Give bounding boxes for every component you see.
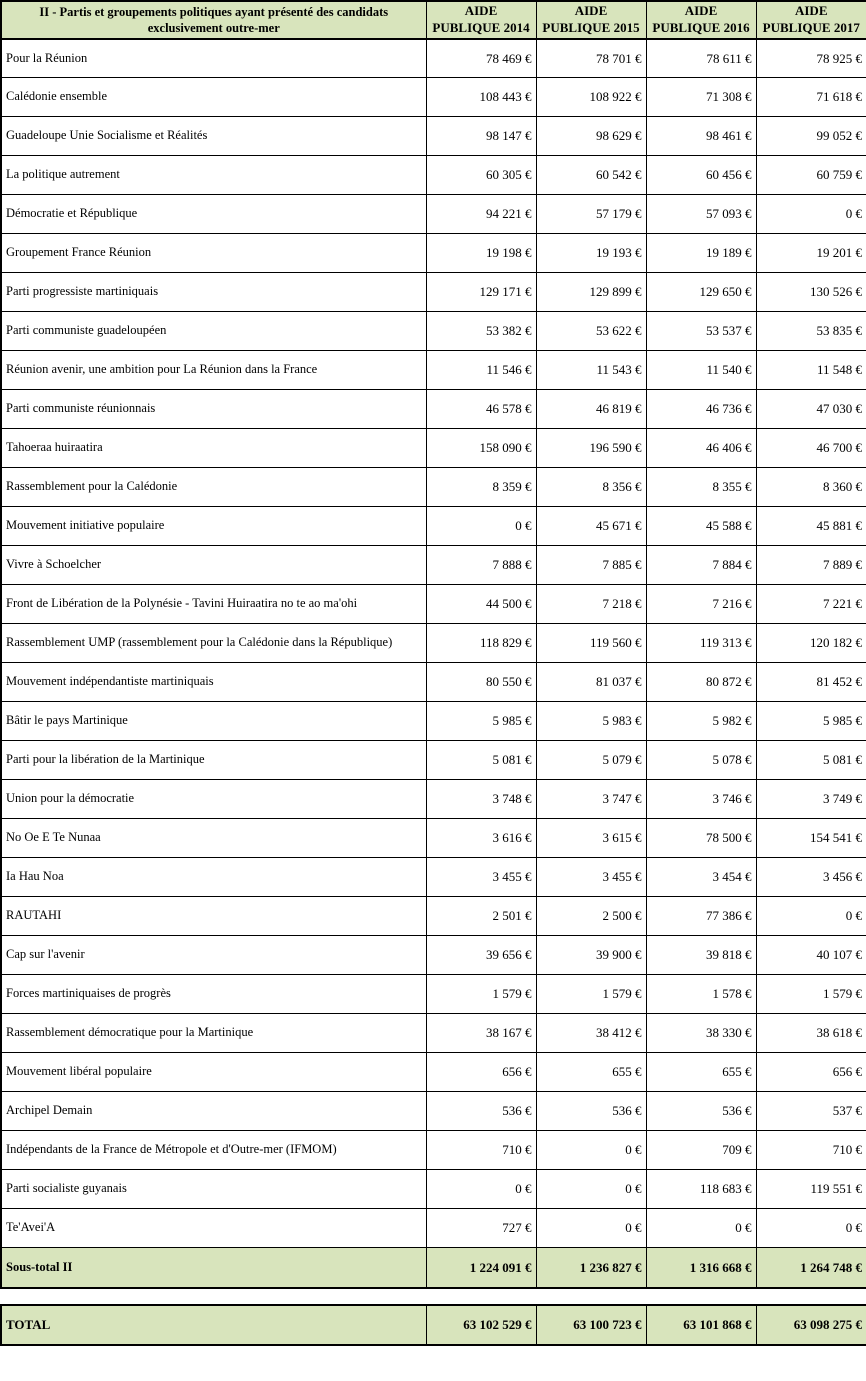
amount-cell: 53 622 € xyxy=(536,312,646,351)
party-name-cell: Te'Avei'A xyxy=(1,1209,426,1248)
amount-cell: 11 546 € xyxy=(426,351,536,390)
amount-cell: 655 € xyxy=(536,1053,646,1092)
party-name-cell: Réunion avenir, une ambition pour La Réunion dans la France xyxy=(1,351,426,390)
amount-cell: 19 193 € xyxy=(536,234,646,273)
table-row xyxy=(1,897,866,936)
party-name-cell: Mouvement libéral populaire xyxy=(1,1053,426,1092)
amount-cell: 5 985 € xyxy=(426,702,536,741)
amount-cell: 46 700 € xyxy=(756,429,866,468)
party-name-cell: Rassemblement démocratique pour la Martinique xyxy=(1,1014,426,1053)
amount-cell: 129 650 € xyxy=(646,273,756,312)
amount-cell: 7 889 € xyxy=(756,546,866,585)
amount-cell: 38 412 € xyxy=(536,1014,646,1053)
amount-cell: 7 884 € xyxy=(646,546,756,585)
amount-cell: 80 550 € xyxy=(426,663,536,702)
amount-cell: 99 052 € xyxy=(756,117,866,156)
table-row xyxy=(1,819,866,858)
amount-cell: 0 € xyxy=(536,1209,646,1248)
amount-cell: 3 747 € xyxy=(536,780,646,819)
subtotal-amount-2014: 1 224 091 € xyxy=(426,1248,536,1288)
table-row xyxy=(1,975,866,1014)
amount-cell: 11 540 € xyxy=(646,351,756,390)
amount-cell: 3 749 € xyxy=(756,780,866,819)
party-name-cell: Rassemblement UMP (rassemblement pour la Calédonie dans la République) xyxy=(1,624,426,663)
party-name-cell: No Oe E Te Nunaa xyxy=(1,819,426,858)
table-title-line2: exclusivement outre-mer xyxy=(147,20,280,35)
amount-cell: 5 081 € xyxy=(426,741,536,780)
column-header-line1: AIDE xyxy=(464,3,498,18)
amount-cell: 39 900 € xyxy=(536,936,646,975)
total-amount-2017: 63 098 275 € xyxy=(756,1305,866,1345)
table-title-line1: II - Partis et groupements politiques ayant présenté des candidats xyxy=(39,4,389,19)
amount-cell: 5 985 € xyxy=(756,702,866,741)
amount-cell: 38 618 € xyxy=(756,1014,866,1053)
amount-cell: 536 € xyxy=(646,1092,756,1131)
amount-cell: 19 198 € xyxy=(426,234,536,273)
amount-cell: 57 179 € xyxy=(536,195,646,234)
party-name-cell: La politique autrement xyxy=(1,156,426,195)
table-row xyxy=(1,78,866,117)
party-name-cell: Tahoeraa huiraatira xyxy=(1,429,426,468)
table-row xyxy=(1,546,866,585)
amount-cell: 71 618 € xyxy=(756,78,866,117)
table-row xyxy=(1,429,866,468)
column-header-line1: AIDE xyxy=(684,3,718,18)
amount-cell: 19 189 € xyxy=(646,234,756,273)
table-row xyxy=(1,780,866,819)
party-name-cell: Mouvement indépendantiste martiniquais xyxy=(1,663,426,702)
amount-cell: 98 461 € xyxy=(646,117,756,156)
table-row xyxy=(1,39,866,78)
amount-cell: 8 356 € xyxy=(536,468,646,507)
subtotal-row xyxy=(1,1248,866,1288)
amount-cell: 537 € xyxy=(756,1092,866,1131)
amount-cell: 80 872 € xyxy=(646,663,756,702)
amount-cell: 45 671 € xyxy=(536,507,646,546)
party-name-cell: Bâtir le pays Martinique xyxy=(1,702,426,741)
table-row xyxy=(1,234,866,273)
table-row xyxy=(1,390,866,429)
amount-cell: 78 611 € xyxy=(646,39,756,78)
subtotal-label: Sous-total II xyxy=(1,1248,426,1288)
spacer xyxy=(0,1289,866,1304)
column-header-line2: PUBLIQUE 2014 xyxy=(432,19,530,35)
amount-cell: 94 221 € xyxy=(426,195,536,234)
table-row xyxy=(1,858,866,897)
amount-cell: 196 590 € xyxy=(536,429,646,468)
amount-cell: 3 454 € xyxy=(646,858,756,897)
header-row xyxy=(1,1,866,39)
table-row xyxy=(1,663,866,702)
amount-cell: 3 616 € xyxy=(426,819,536,858)
column-header-line1: AIDE xyxy=(574,3,608,18)
amount-cell: 1 578 € xyxy=(646,975,756,1014)
amount-cell: 727 € xyxy=(426,1209,536,1248)
amount-cell: 38 167 € xyxy=(426,1014,536,1053)
party-name-cell: Ia Hau Noa xyxy=(1,858,426,897)
amount-cell: 5 982 € xyxy=(646,702,756,741)
amount-cell: 46 578 € xyxy=(426,390,536,429)
amount-cell: 19 201 € xyxy=(756,234,866,273)
amount-cell: 8 359 € xyxy=(426,468,536,507)
amount-cell: 1 579 € xyxy=(756,975,866,1014)
amount-cell: 3 455 € xyxy=(536,858,646,897)
party-name-cell: Calédonie ensemble xyxy=(1,78,426,117)
amount-cell: 53 835 € xyxy=(756,312,866,351)
amount-cell: 11 543 € xyxy=(536,351,646,390)
party-name-cell: Union pour la démocratie xyxy=(1,780,426,819)
party-name-cell: Vivre à Schoelcher xyxy=(1,546,426,585)
amount-cell: 130 526 € xyxy=(756,273,866,312)
amount-cell: 536 € xyxy=(426,1092,536,1131)
amount-cell: 118 829 € xyxy=(426,624,536,663)
amount-cell: 710 € xyxy=(756,1131,866,1170)
amount-cell: 7 216 € xyxy=(646,585,756,624)
table-row xyxy=(1,468,866,507)
amount-cell: 45 588 € xyxy=(646,507,756,546)
amount-cell: 5 079 € xyxy=(536,741,646,780)
party-name-cell: Cap sur l'avenir xyxy=(1,936,426,975)
party-name-cell: Forces martiniquaises de progrès xyxy=(1,975,426,1014)
amount-cell: 3 456 € xyxy=(756,858,866,897)
amount-cell: 656 € xyxy=(756,1053,866,1092)
total-table xyxy=(0,1304,866,1346)
amount-cell: 39 656 € xyxy=(426,936,536,975)
party-name-cell: Parti communiste guadeloupéen xyxy=(1,312,426,351)
amount-cell: 46 736 € xyxy=(646,390,756,429)
party-name-cell: Parti socialiste guyanais xyxy=(1,1170,426,1209)
table-row xyxy=(1,351,866,390)
table-row xyxy=(1,195,866,234)
amount-cell: 47 030 € xyxy=(756,390,866,429)
table-row xyxy=(1,624,866,663)
amount-cell: 3 748 € xyxy=(426,780,536,819)
amount-cell: 2 500 € xyxy=(536,897,646,936)
amount-cell: 536 € xyxy=(536,1092,646,1131)
table-row xyxy=(1,585,866,624)
table-row xyxy=(1,1209,866,1248)
amount-cell: 60 759 € xyxy=(756,156,866,195)
party-name-cell: Parti pour la libération de la Martinique xyxy=(1,741,426,780)
amount-cell: 71 308 € xyxy=(646,78,756,117)
amount-cell: 1 579 € xyxy=(426,975,536,1014)
amount-cell: 5 078 € xyxy=(646,741,756,780)
amount-cell: 119 313 € xyxy=(646,624,756,663)
amount-cell: 3 746 € xyxy=(646,780,756,819)
column-header-2016 xyxy=(646,1,756,39)
amount-cell: 98 629 € xyxy=(536,117,646,156)
amount-cell: 0 € xyxy=(536,1170,646,1209)
table-row xyxy=(1,1092,866,1131)
amount-cell: 7 885 € xyxy=(536,546,646,585)
amount-cell: 38 330 € xyxy=(646,1014,756,1053)
table-row xyxy=(1,1131,866,1170)
column-header-2014 xyxy=(426,1,536,39)
table-row xyxy=(1,273,866,312)
amount-cell: 45 881 € xyxy=(756,507,866,546)
total-row xyxy=(1,1305,866,1345)
party-name-cell: Rassemblement pour la Calédonie xyxy=(1,468,426,507)
amount-cell: 119 551 € xyxy=(756,1170,866,1209)
party-name-cell: Indépendants de la France de Métropole et d'Outre-mer (IFMOM) xyxy=(1,1131,426,1170)
total-amount-2015: 63 100 723 € xyxy=(536,1305,646,1345)
party-name-cell: RAUTAHI xyxy=(1,897,426,936)
column-header-2017 xyxy=(756,1,866,39)
table-row xyxy=(1,312,866,351)
amount-cell: 709 € xyxy=(646,1131,756,1170)
amount-cell: 7 888 € xyxy=(426,546,536,585)
amount-cell: 0 € xyxy=(426,1170,536,1209)
amount-cell: 78 701 € xyxy=(536,39,646,78)
amount-cell: 40 107 € xyxy=(756,936,866,975)
column-header-line2: PUBLIQUE 2015 xyxy=(542,19,640,35)
amount-cell: 119 560 € xyxy=(536,624,646,663)
amount-cell: 5 983 € xyxy=(536,702,646,741)
amount-cell: 44 500 € xyxy=(426,585,536,624)
amount-cell: 60 456 € xyxy=(646,156,756,195)
amount-cell: 81 037 € xyxy=(536,663,646,702)
column-header-2015 xyxy=(536,1,646,39)
table-row xyxy=(1,936,866,975)
table-row xyxy=(1,1053,866,1092)
amount-cell: 78 925 € xyxy=(756,39,866,78)
amount-cell: 7 221 € xyxy=(756,585,866,624)
amount-cell: 78 469 € xyxy=(426,39,536,78)
amount-cell: 129 171 € xyxy=(426,273,536,312)
party-name-cell: Pour la Réunion xyxy=(1,39,426,78)
party-name-cell: Démocratie et République xyxy=(1,195,426,234)
column-header-line2: PUBLIQUE 2016 xyxy=(652,19,750,35)
table-row xyxy=(1,741,866,780)
amount-cell: 3 615 € xyxy=(536,819,646,858)
column-header-line1: AIDE xyxy=(794,3,828,18)
amount-cell: 0 € xyxy=(756,897,866,936)
amount-cell: 11 548 € xyxy=(756,351,866,390)
subtotal-amount-2015: 1 236 827 € xyxy=(536,1248,646,1288)
amount-cell: 655 € xyxy=(646,1053,756,1092)
amount-cell: 5 081 € xyxy=(756,741,866,780)
amount-cell: 2 501 € xyxy=(426,897,536,936)
amount-cell: 60 305 € xyxy=(426,156,536,195)
amount-cell: 8 355 € xyxy=(646,468,756,507)
table-row xyxy=(1,507,866,546)
party-name-cell: Guadeloupe Unie Socialisme et Réalités xyxy=(1,117,426,156)
table-row xyxy=(1,1014,866,1053)
amount-cell: 46 819 € xyxy=(536,390,646,429)
amount-cell: 656 € xyxy=(426,1053,536,1092)
amount-cell: 158 090 € xyxy=(426,429,536,468)
party-name-cell: Parti progressiste martiniquais xyxy=(1,273,426,312)
amount-cell: 710 € xyxy=(426,1131,536,1170)
amount-cell: 98 147 € xyxy=(426,117,536,156)
amount-cell: 118 683 € xyxy=(646,1170,756,1209)
amount-cell: 60 542 € xyxy=(536,156,646,195)
amount-cell: 0 € xyxy=(646,1209,756,1248)
column-header-line2: PUBLIQUE 2017 xyxy=(762,19,860,35)
party-name-cell: Parti communiste réunionnais xyxy=(1,390,426,429)
amount-cell: 0 € xyxy=(756,1209,866,1248)
amount-cell: 78 500 € xyxy=(646,819,756,858)
amount-cell: 0 € xyxy=(756,195,866,234)
total-amount-2016: 63 101 868 € xyxy=(646,1305,756,1345)
amount-cell: 120 182 € xyxy=(756,624,866,663)
table-row xyxy=(1,117,866,156)
amount-cell: 81 452 € xyxy=(756,663,866,702)
amount-cell: 108 443 € xyxy=(426,78,536,117)
amount-cell: 39 818 € xyxy=(646,936,756,975)
table-row xyxy=(1,1170,866,1209)
amount-cell: 57 093 € xyxy=(646,195,756,234)
amount-cell: 1 579 € xyxy=(536,975,646,1014)
party-name-cell: Front de Libération de la Polynésie - Tavini Huiraatira no te ao ma'ohi xyxy=(1,585,426,624)
table-title xyxy=(1,1,426,39)
subtotal-amount-2017: 1 264 748 € xyxy=(756,1248,866,1288)
amount-cell: 53 382 € xyxy=(426,312,536,351)
amount-cell: 53 537 € xyxy=(646,312,756,351)
amount-cell: 7 218 € xyxy=(536,585,646,624)
table-row xyxy=(1,156,866,195)
party-name-cell: Groupement France Réunion xyxy=(1,234,426,273)
amount-cell: 0 € xyxy=(536,1131,646,1170)
amount-cell: 0 € xyxy=(426,507,536,546)
amount-cell: 108 922 € xyxy=(536,78,646,117)
party-name-cell: Archipel Demain xyxy=(1,1092,426,1131)
total-label: TOTAL xyxy=(1,1305,426,1345)
amount-cell: 154 541 € xyxy=(756,819,866,858)
amount-cell: 77 386 € xyxy=(646,897,756,936)
amount-cell: 8 360 € xyxy=(756,468,866,507)
party-name-cell: Mouvement initiative populaire xyxy=(1,507,426,546)
amount-cell: 129 899 € xyxy=(536,273,646,312)
amount-cell: 3 455 € xyxy=(426,858,536,897)
table-row xyxy=(1,702,866,741)
subtotal-amount-2016: 1 316 668 € xyxy=(646,1248,756,1288)
total-amount-2014: 63 102 529 € xyxy=(426,1305,536,1345)
amount-cell: 46 406 € xyxy=(646,429,756,468)
